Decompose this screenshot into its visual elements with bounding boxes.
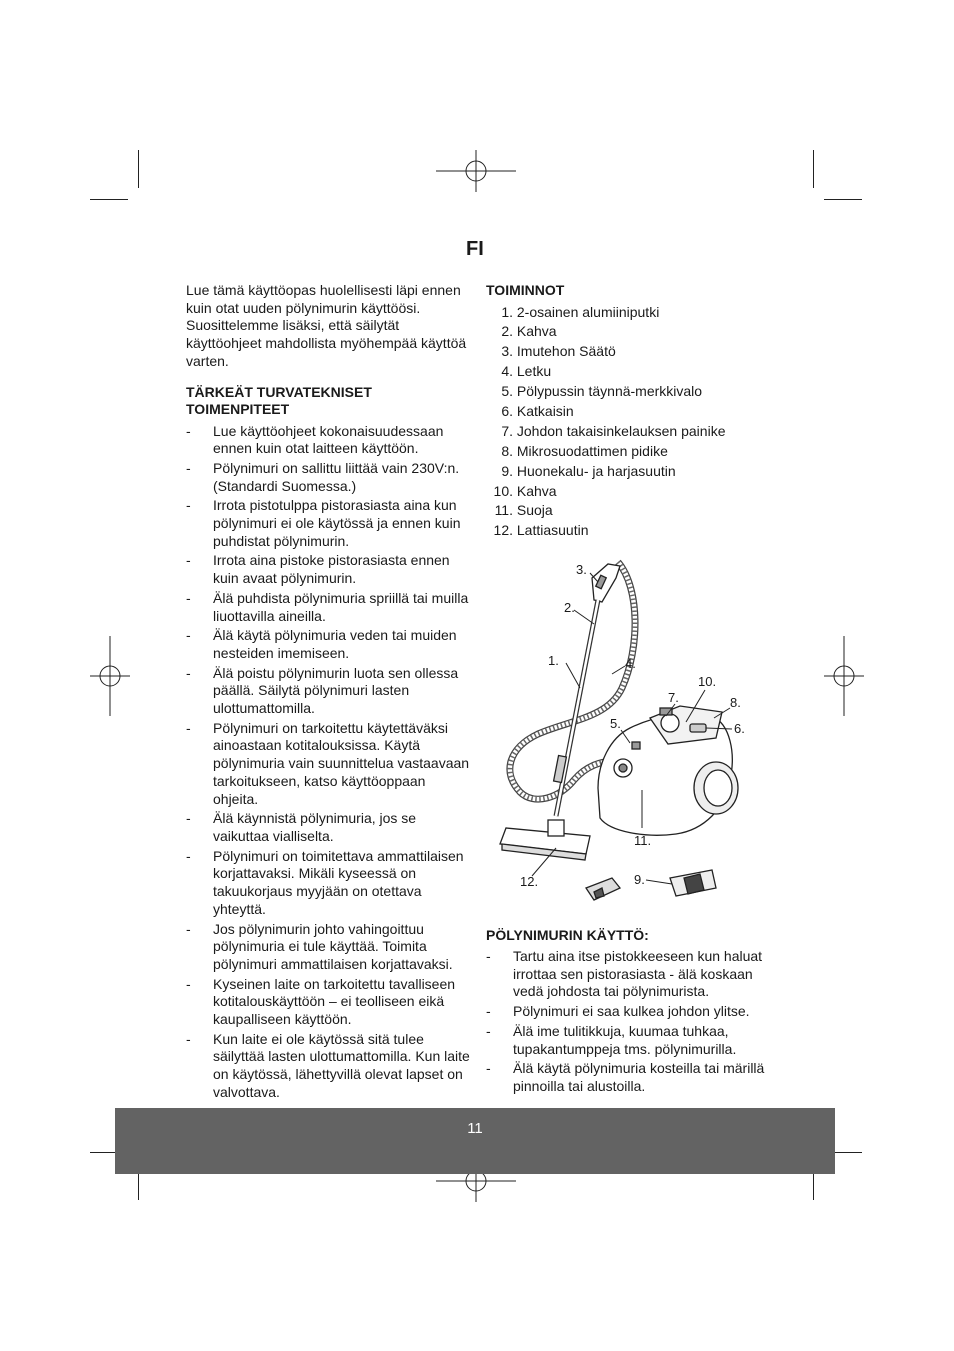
item-number: 8. — [501, 442, 513, 459]
list-item-text: Lue käyttöohjeet kokonaisuudessaan ennen kuin otat laitteen käyttöön. — [213, 422, 444, 457]
dash-bullet: - — [186, 589, 191, 606]
list-item — [486, 443, 776, 463]
list-item — [486, 323, 776, 343]
item-text: Suoja — [516, 502, 553, 519]
dash-bullet: - — [486, 1003, 491, 1020]
list-item — [486, 463, 776, 483]
dash-bullet: - — [186, 920, 191, 937]
list-item — [186, 590, 471, 625]
list-item — [486, 304, 776, 324]
dash-bullet: - — [186, 422, 191, 439]
dash-bullet: - — [186, 810, 191, 827]
crop-mark — [90, 199, 128, 200]
list-item — [486, 363, 776, 383]
item-text: Kahva — [516, 323, 557, 340]
crop-mark — [138, 150, 139, 188]
list-item — [486, 483, 776, 503]
figure-label-6: 6. — [734, 721, 745, 736]
figure-label-10: 10. — [698, 674, 717, 689]
crop-mark — [824, 199, 862, 200]
usage-heading: PÖLYNIMURIN KÄYTTÖ: — [486, 927, 649, 943]
list-item — [186, 552, 471, 587]
dash-bullet: - — [186, 497, 191, 514]
item-text: 2-osainen alumiiniputki — [516, 303, 660, 320]
dash-bullet: - — [486, 1060, 491, 1077]
dash-bullet: - — [186, 1030, 191, 1047]
dash-bullet: - — [186, 552, 191, 569]
list-item — [186, 497, 471, 550]
figure-label-8: 8. — [730, 695, 741, 710]
vacuum-cleaner-illustration — [490, 548, 745, 908]
figure-label-3: 3. — [576, 562, 587, 577]
safety-list — [186, 423, 471, 1102]
item-text: Letku — [516, 363, 552, 380]
list-item — [486, 502, 776, 522]
item-text: Huonekalu- ja harjasuutin — [516, 462, 676, 479]
list-item — [486, 1003, 778, 1021]
crop-mark — [813, 150, 814, 188]
list-item — [486, 522, 776, 542]
list-item-text: Jos pölynimurin johto vahingoittuu pölynimuria ei tule käyttää. Toimita pölynimuri ammattilaisen korjattavaksi. — [213, 920, 453, 972]
list-item-text: Älä käynnistä pölynimuria, jos se vaikuttaa vialliselta. — [213, 810, 417, 844]
page-number: 11 — [467, 1120, 483, 1137]
item-text: Lattiasuutin — [516, 522, 589, 539]
list-item-text: Irrota aina pistoke pistorasiasta ennen kuin avaat pölynimurin. — [213, 552, 450, 587]
list-item — [186, 976, 471, 1029]
list-item — [186, 460, 471, 495]
list-item-text: Pölynimuri on sallittu liittää vain 230V:n. (Standardi Suomessa.) — [213, 459, 460, 494]
list-item-text: Älä käytä pölynimuria veden tai muiden nesteiden imemiseen. — [213, 627, 457, 661]
handle-drawing — [592, 564, 620, 602]
list-item — [486, 343, 776, 363]
list-item — [486, 948, 778, 1001]
item-number: 1. — [501, 303, 513, 320]
list-item-text: Älä puhdista pölynimuria spriillä tai muilla liuottavilla aineilla. — [213, 589, 469, 624]
intro-paragraph: Lue tämä käyttöopas huolellisesti läpi ennen kuin otat uuden pölynimurin käyttöösi. Suosittelemme lisäksi, että säilytät käyttöohjeet mahdollista myöhempää käyttöä varten. — [186, 282, 467, 369]
item-text: Kahva — [516, 482, 557, 499]
language-code: FI — [466, 238, 484, 260]
list-item — [186, 665, 471, 718]
list-item-text: Tartu aina itse pistokkeeseen kun haluat irrottaa sen pistorasiasta - älä koskaan vedä johdosta tai pölynimurista. — [513, 948, 763, 1000]
item-text: Imutehon Säätö — [516, 343, 616, 360]
item-text: Katkaisin — [516, 402, 574, 419]
figure-label-2: 2. — [564, 600, 575, 615]
safety-heading — [186, 384, 471, 419]
dash-bullet: - — [186, 664, 191, 681]
list-item — [186, 1031, 471, 1102]
list-item-text: Pölynimuri on tarkoitettu käytettäväksi ainoastaan kotitalouksissa. Käytä pölynimuria vain suunnittelua vastaavaan tarkoitukseen, katso käyttöoppaan ohjeita. — [213, 719, 470, 807]
list-item — [486, 403, 776, 423]
dash-bullet: - — [486, 948, 491, 964]
list-item — [186, 810, 471, 845]
list-item-text: Älä käytä pölynimuria kosteilla tai märillä pinnoilla tai alustoilla. — [513, 1060, 765, 1094]
item-text: Pölypussin täynnä-merkkivalo — [516, 383, 703, 400]
list-item — [186, 921, 471, 974]
dash-bullet: - — [186, 719, 191, 736]
item-number: 2. — [501, 323, 513, 340]
item-number: 5. — [501, 383, 513, 400]
item-number: 6. — [501, 402, 513, 419]
safety-heading-line2: TOIMENPITEET — [186, 401, 290, 418]
registration-mark-left — [90, 636, 130, 716]
item-number: 3. — [501, 343, 513, 360]
dash-bullet: - — [186, 459, 191, 476]
registration-mark-right — [824, 636, 864, 716]
item-text: Mikrosuodattimen pidike — [516, 442, 668, 459]
list-item — [486, 383, 776, 403]
list-item-text: Kyseinen laite on tarkoitettu tavalliseen kotitalouskäyttöön – ei teolliseen eikä kaupalliseen käyttöön. — [213, 975, 456, 1028]
dash-bullet: - — [486, 1022, 491, 1039]
list-item — [186, 848, 471, 919]
item-number: 9. — [501, 462, 513, 479]
figure-label-12: 12. — [520, 874, 539, 889]
figure-label-4: 4. — [625, 656, 636, 671]
list-item — [486, 423, 776, 443]
figure-label-9: 9. — [634, 872, 645, 887]
list-item-text: Pölynimuri ei saa kulkea johdon ylitse. — [513, 1003, 750, 1020]
list-item-text: Irrota pistotulppa pistorasiasta aina kun pölynimuri ei ole käytössä ja ennen kuin puhdistat pölynimurin. — [213, 497, 461, 549]
list-item-text: Älä ime tulitikkuja, kuumaa tuhkaa, tupakantumppeja tms. pölynimurilla. — [513, 1022, 737, 1057]
item-number: 11. — [494, 502, 513, 519]
item-number: 4. — [501, 363, 513, 380]
item-number: 12. — [493, 522, 513, 539]
list-item-text: Pölynimuri on toimitettava ammattilaisen korjattavaksi. Mikäli kyseessä on takuukorjaus myyjään on otettava yhteyttä. — [213, 847, 464, 917]
features-list — [486, 304, 776, 543]
registration-mark-top — [436, 150, 516, 192]
figure-label-11: 11. — [634, 833, 652, 848]
list-item-text: Älä poistu pölynimurin luota sen ollessa päällä. Säilytä pölynimuri lasten ulottumattomilla. — [213, 664, 459, 717]
list-item — [186, 627, 471, 662]
safety-heading-line1: TÄRKEÄT TURVATEKNISET — [186, 383, 372, 400]
dash-bullet: - — [186, 627, 191, 644]
list-item — [186, 720, 471, 809]
list-item — [486, 1060, 778, 1095]
list-item-text: Kun laite ei ole käytössä sitä tulee säilyttää lasten ulottumattomilla. Kun laite on käytössä, lähettyvillä olevat lapset on valvottava. — [213, 1030, 470, 1100]
usage-list — [486, 948, 778, 1098]
item-number: 7. — [501, 422, 513, 439]
figure-label-5: 5. — [610, 716, 621, 731]
right-column — [486, 282, 776, 542]
dash-bullet: - — [186, 975, 191, 992]
item-text: Johdon takaisinkelauksen painike — [516, 422, 726, 439]
list-item — [486, 1023, 778, 1058]
figure-label-7: 7. — [668, 690, 679, 705]
left-column — [186, 282, 471, 1104]
figure-label-1: 1. — [548, 653, 559, 668]
features-heading: TOIMINNOT — [486, 282, 565, 298]
footer-bar — [115, 1108, 835, 1174]
list-item — [186, 423, 471, 458]
item-number: 10. — [493, 482, 513, 499]
dash-bullet: - — [186, 847, 191, 864]
